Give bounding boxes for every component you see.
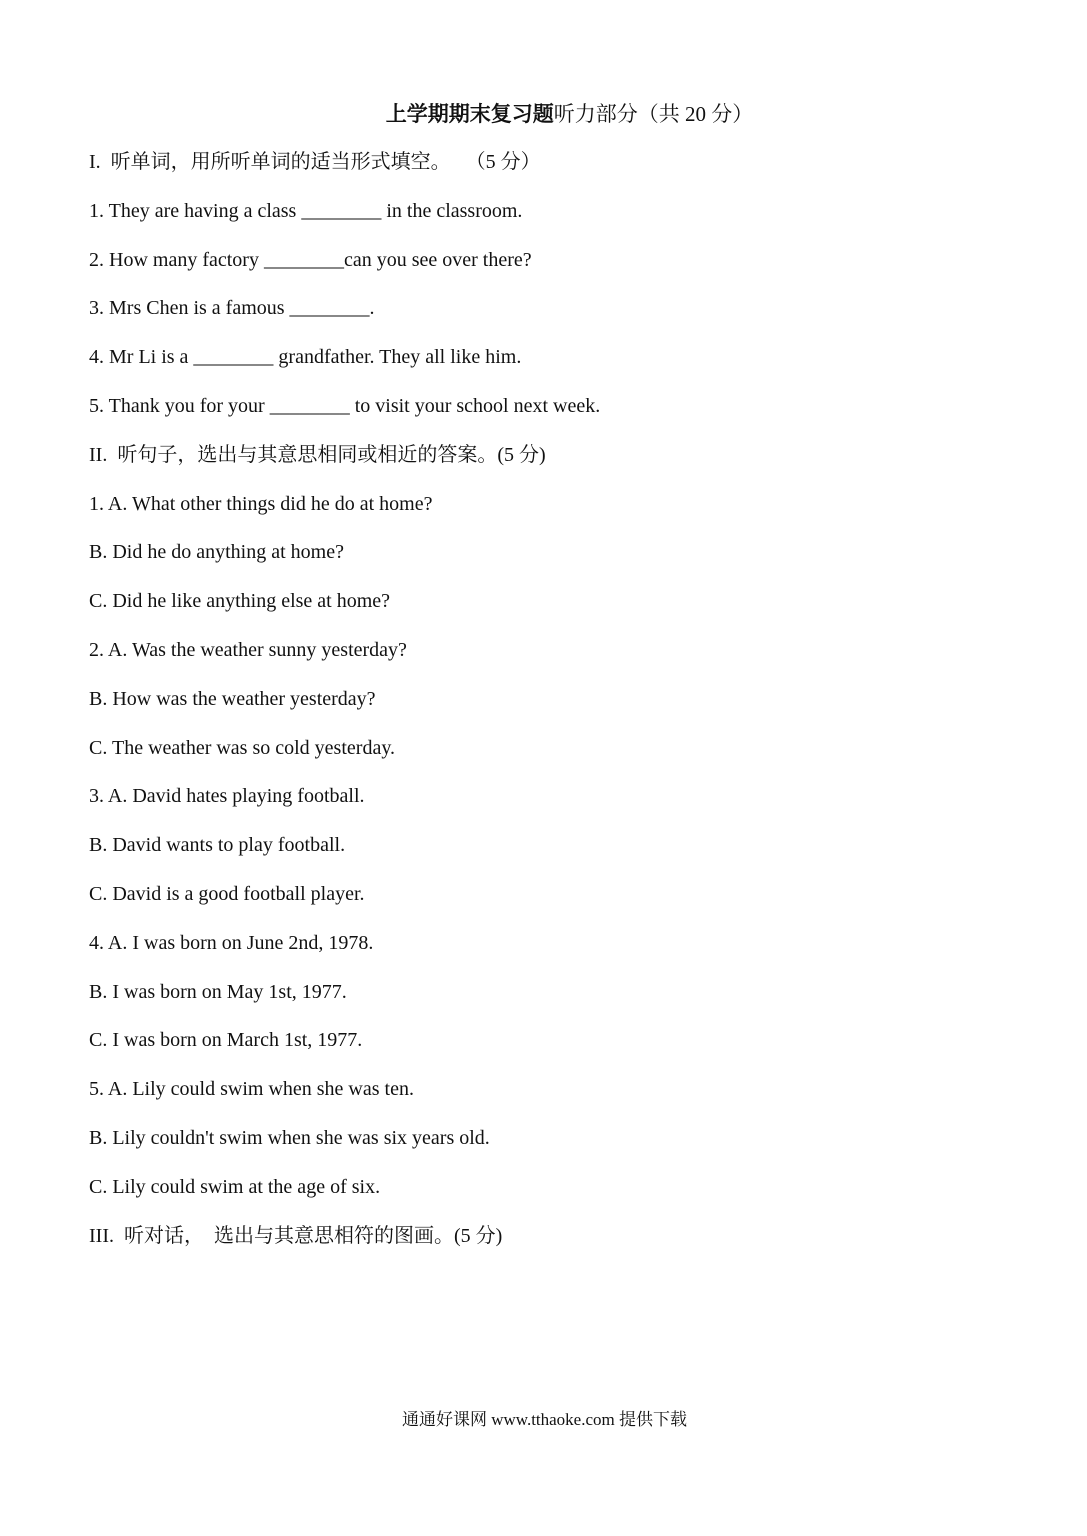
option-line: B. How was the weather yesterday? <box>89 687 376 710</box>
option-line: C. Lily could swim at the age of six. <box>89 1175 381 1198</box>
question-line: 2. How many factory ________can you see over there? <box>89 248 532 271</box>
option-line: 2. A. Was the weather sunny yesterday? <box>89 638 407 661</box>
question-line: 1. They are having a class ________ in the classroom. <box>89 199 523 222</box>
option-line: C. David is a good football player. <box>89 882 365 905</box>
page-title <box>0 100 1087 128</box>
option-line: C. The weather was so cold yesterday. <box>89 736 396 759</box>
option-line: 4. A. I was born on June 2nd, 1978. <box>89 931 374 954</box>
option-line: 1. A. What other things did he do at home? <box>89 492 433 515</box>
title-normal-part: 听力部分（共 20 分） <box>553 102 754 126</box>
option-line: B. I was born on May 1st, 1977. <box>89 980 347 1003</box>
option-line: B. Lily couldn't swim when she was six years old. <box>89 1126 490 1149</box>
question-lines <box>89 148 1049 1270</box>
question-line: 5. Thank you for your ________ to visit your school next week. <box>89 394 601 417</box>
title-bold-part: 上学期期末复习题 <box>385 102 554 126</box>
option-line: B. Did he do anything at home? <box>89 541 344 564</box>
question-line: 4. Mr Li is a ________ grandfather. They all like him. <box>89 346 522 369</box>
section-3-heading: III. 听对话， 选出与其意思相符的图画。(5 分) <box>89 1224 503 1247</box>
question-line: 3. Mrs Chen is a famous ________. <box>89 297 375 320</box>
option-line: C. I was born on March 1st, 1977. <box>89 1029 363 1052</box>
option-line: 5. A. Lily could swim when she was ten. <box>89 1078 414 1101</box>
section-2-heading: II. 听句子，选出与其意思相同或相近的答案。(5 分) <box>89 443 546 466</box>
page-footer: 通通好课网 www.tthaoke.com 提供下载 <box>401 1410 688 1429</box>
option-line: 3. A. David hates playing football. <box>89 785 365 808</box>
option-line: C. Did he like anything else at home? <box>89 590 391 613</box>
option-line: B. David wants to play football. <box>89 834 346 857</box>
section-1-heading: I. 听单词，用所听单词的适当形式填空。 （5 分） <box>89 151 541 173</box>
